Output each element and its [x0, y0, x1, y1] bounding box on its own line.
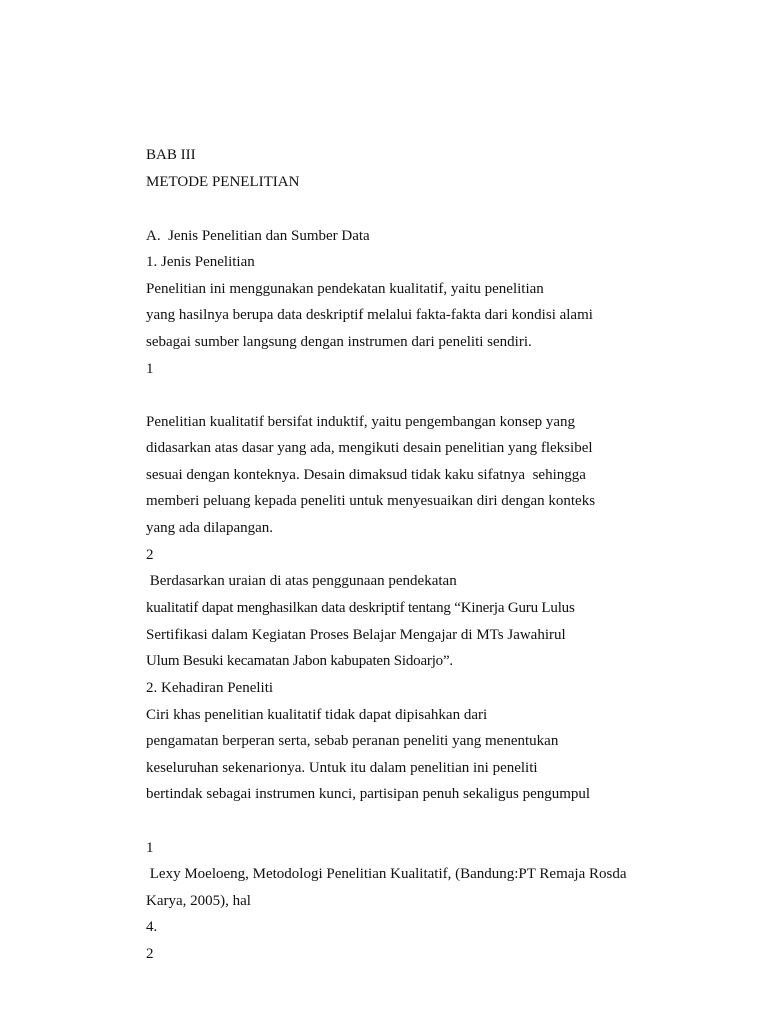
footnote-text: Karya, 2005), hal — [146, 893, 251, 909]
paragraph-line: Ulum Besuki kecamatan Jabon kabupaten Sidoarjo”. — [146, 653, 453, 669]
section-heading-a: A. Jenis Penelitian dan Sumber Data — [146, 228, 370, 244]
paragraph-line: Ciri khas penelitian kualitatif tidak dapat dipisahkan dari — [146, 707, 488, 723]
chapter-number: BAB III — [146, 147, 196, 163]
footnote-text: Lexy Moeloeng, Metodologi Penelitian Kualitatif, (Bandung:PT Remaja Rosda — [146, 866, 627, 882]
paragraph-line: sesuai dengan konteknya. Desain dimaksud tidak kaku sifatnya sehingga — [146, 467, 586, 483]
paragraph-line: bertindak sebagai instrumen kunci, partisipan penuh sekaligus pengumpul — [146, 786, 591, 802]
paragraph-line: sebagai sumber langsung dengan instrumen dari peneliti sendiri. — [146, 334, 532, 350]
paragraph-line: Penelitian ini menggunakan pendekatan kualitatif, yaitu penelitian — [146, 281, 544, 297]
paragraph-line: kualitatif dapat menghasilkan data deskriptif tentang “Kinerja Guru Lulus — [146, 600, 575, 616]
chapter-title: METODE PENELITIAN — [146, 174, 300, 190]
paragraph-line: keseluruhan sekenarionya. Untuk itu dalam penelitian ini peneliti — [146, 760, 538, 776]
footnote-marker: 2 — [146, 547, 154, 563]
footnote-text: 4. — [146, 919, 158, 935]
paragraph-line: memberi peluang kepada peneliti untuk menyesuaikan diri dengan konteks — [146, 493, 596, 509]
paragraph-line: Berdasarkan uraian di atas penggunaan pendekatan — [146, 573, 457, 589]
subsection-heading-1: 1. Jenis Penelitian — [146, 254, 255, 270]
footnote-number: 1 — [146, 840, 154, 856]
paragraph-line: Sertifikasi dalam Kegiatan Proses Belajar Mengajar di MTs Jawahirul — [146, 627, 566, 643]
footnote-marker: 1 — [146, 361, 154, 377]
paragraph-line: yang ada dilapangan. — [146, 520, 274, 536]
paragraph-line: Penelitian kualitatif bersifat induktif, yaitu pengembangan konsep yang — [146, 414, 576, 430]
paragraph-line: pengamatan berperan serta, sebab peranan peneliti yang menentukan — [146, 733, 559, 749]
paragraph-line: yang hasilnya berupa data deskriptif melalui fakta-fakta dari kondisi alami — [146, 307, 593, 323]
subsection-heading-2: 2. Kehadiran Peneliti — [146, 680, 274, 696]
footnote-number: 2 — [146, 946, 154, 962]
paragraph-line: didasarkan atas dasar yang ada, mengikuti desain penelitian yang fleksibel — [146, 440, 593, 456]
